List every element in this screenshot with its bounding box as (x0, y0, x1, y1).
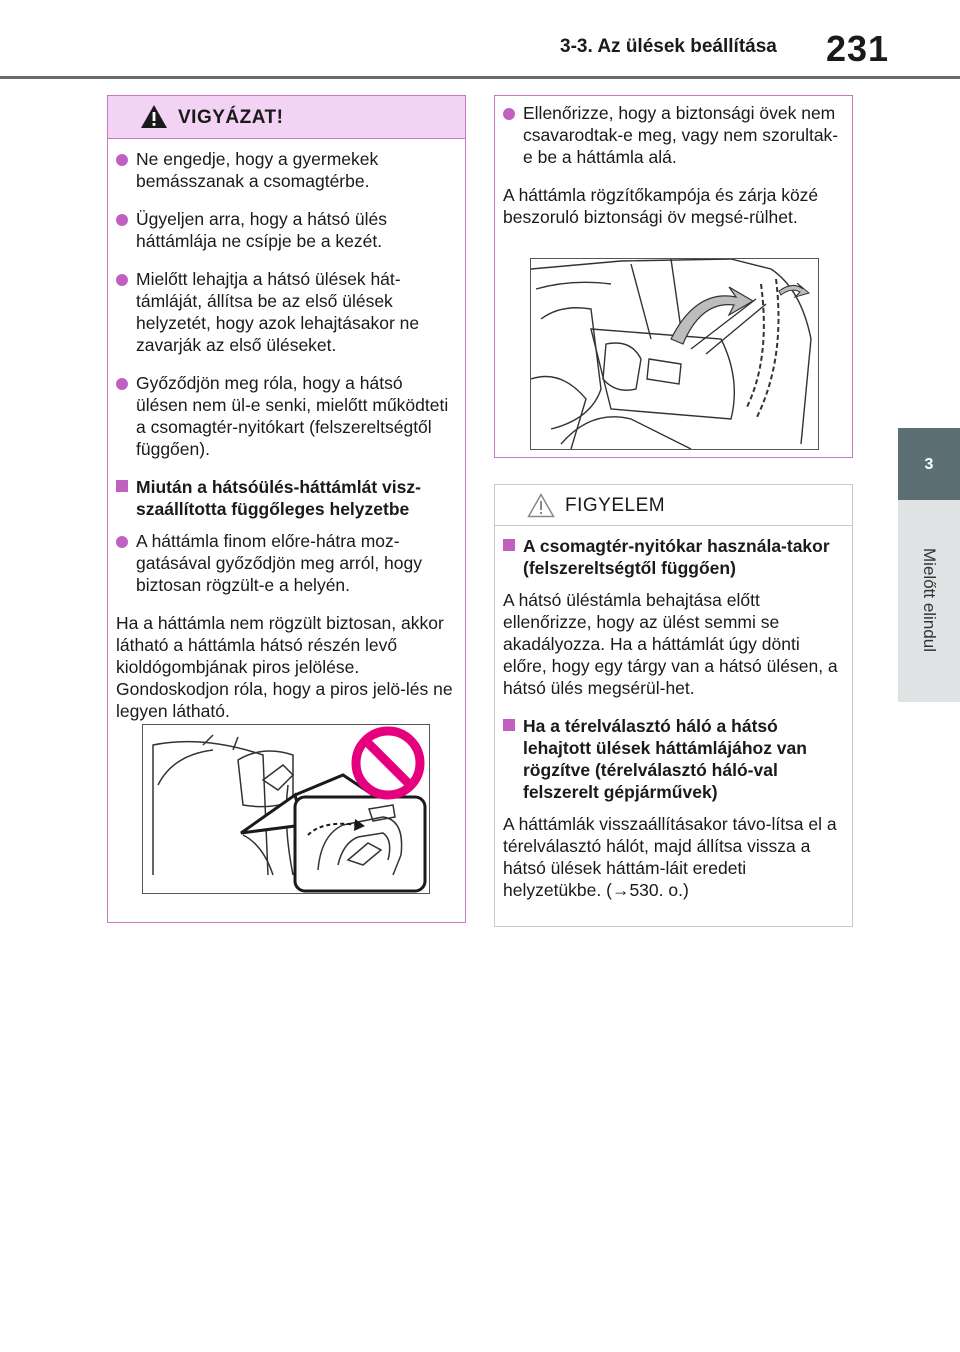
bullet-icon (116, 378, 128, 390)
subheading (503, 715, 844, 803)
bullet-icon (503, 108, 515, 120)
chapter-tab (898, 428, 960, 500)
warning-icon (140, 104, 168, 129)
paragraph: A háttámla rögzítőkampója és zárja közé beszoruló biztonsági öv megsé-rülhet. (503, 185, 819, 227)
list-item-text: Győződjön meg róla, hogy a hátsó ülésen nem ül-e senki, mielőtt működteti a csomagtér-nyitókart (felszereltségtől függően). (136, 373, 449, 459)
folding-seatback-drawing (531, 259, 818, 449)
notice-title: FIGYELEM (565, 495, 666, 516)
header-divider (0, 76, 960, 79)
list-item-text: A háttámla finom előre-hátra moz-gatásával győződjön meg arról, hogy biztosan rögzült-e a helyén. (136, 531, 423, 595)
list-item (116, 208, 457, 252)
caution-box (107, 95, 466, 923)
caution-header (108, 96, 465, 139)
square-bullet-icon (503, 539, 515, 551)
paragraph: A hátsó üléstámla behajtása előtt ellenőrizze, hogy az ülést semmi se akadályozza. Ha a háttámlát úgy dönti előre, hogy egy tárgy van a hátsó ülésen, a hátsó ülés megsérül-het. (503, 590, 838, 698)
subheading (503, 535, 844, 579)
seatback-illustration (530, 258, 819, 450)
list-item-text: Ne engedje, hogy a gyermekek bemásszanak a csomagtérbe. (136, 149, 379, 191)
seatbelt-check-box (494, 95, 853, 458)
paragraph: Ha a háttámla nem rögzült biztosan, akkor látható a háttámla hátsó részén levő kioldógombjának piros jelölése. Gondoskodjon róla, hogy a piros jelö-lés ne legyen látható. (116, 613, 453, 721)
seatbelt-content (503, 102, 844, 240)
notice-header (495, 485, 852, 526)
subheading-text: Ha a térelválasztó háló a hátsó lehajtott ülések háttámlájához van rögzítve (térelválasztó háló-val felszerelt gépjárművek) (523, 716, 807, 802)
list-item-text: Mielőtt lehajtja a hátsó ülések hát-támláját, állítsa be az első ülések helyzetét, hogy azok lehajtásakor ne zavarják az első üléseket. (136, 269, 420, 355)
bullet-icon (116, 214, 128, 226)
caution-content (116, 148, 457, 734)
headrest-release-drawing (143, 725, 429, 893)
list-item (116, 268, 457, 356)
bullet-icon (116, 154, 128, 166)
subheading (116, 476, 457, 520)
subheading-text: A csomagtér-nyitókar használa-takor (felszereltségtől függően) (523, 536, 830, 578)
notice-box (494, 484, 853, 927)
page-number: 231 (826, 28, 890, 69)
notice-content (503, 535, 844, 913)
chapter-number: 3 (924, 456, 934, 473)
subheading-text: Miután a hátsóülés-háttámlát visz-szaállította függőleges helyzetbe (136, 477, 421, 519)
list-item-text: Ellenőrizze, hogy a biztonsági övek nem csavarodtak-e meg, vagy nem szorultak-e be a háttámla alá. (523, 103, 839, 167)
caution-title: VIGYÁZAT! (178, 107, 284, 128)
paragraph: A háttámlák visszaállításakor távo-lítsa el a térelválasztó hálót, majd állítsa vissza a hátsó ülések háttám-láit eredeti helyzetükbe. (→530. o.) (503, 814, 837, 900)
list-item (116, 372, 457, 460)
list-item (116, 148, 457, 192)
section-title: 3-3. Az ülések beállítása (560, 36, 777, 57)
list-item (503, 102, 844, 168)
square-bullet-icon (503, 719, 515, 731)
list-item-text: Ügyeljen arra, hogy a hátsó ülés háttámlája ne csípje be a kezét. (136, 209, 387, 251)
bullet-icon (116, 274, 128, 286)
prohibition-icon (356, 731, 420, 795)
seat-release-illustration (142, 724, 430, 894)
bullet-icon (116, 536, 128, 548)
warning-outline-icon (527, 493, 555, 518)
chapter-rail (898, 500, 960, 702)
chapter-label: Mielőtt elindul (920, 548, 939, 652)
list-item (116, 530, 457, 596)
square-bullet-icon (116, 480, 128, 492)
